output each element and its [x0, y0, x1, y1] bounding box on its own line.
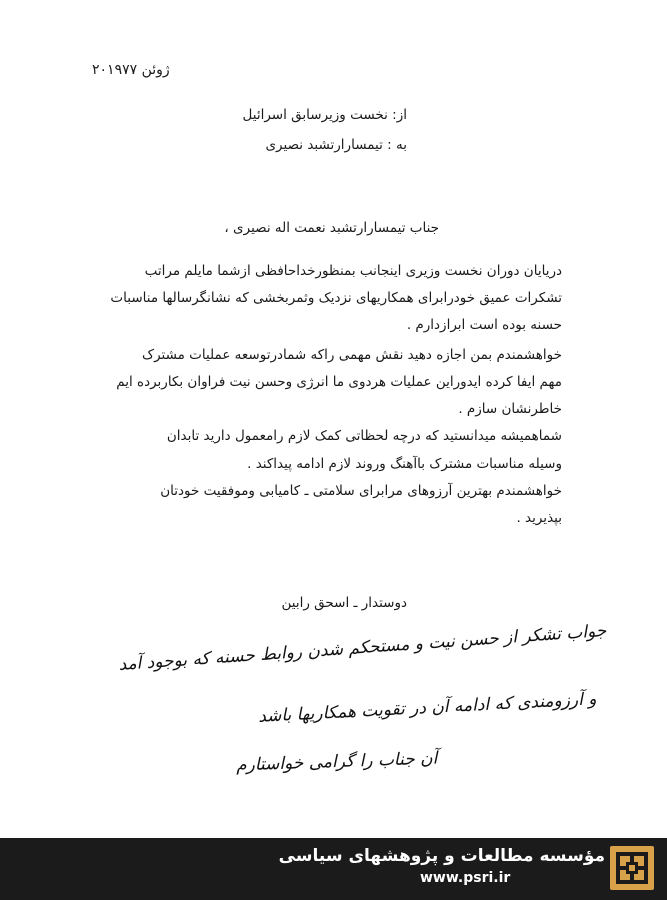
- body-line: خواهشمندم بمن اجازه دهید نقش مهمی راکه شمادرتوسعه عملیات مشترک: [141, 347, 562, 363]
- letter-to: به : تیمسارارتشبد نصیری: [265, 137, 407, 153]
- handwritten-note-line: آن جناب را گرامی خواستارم: [235, 748, 438, 776]
- letter-salutation: جناب تیمسارارتشبد نعمت اله نصیری ،: [224, 220, 439, 236]
- organization-url: www.psri.ir: [420, 870, 511, 886]
- handwritten-note-line: و آرزومندی که ادامه آن در تقویت همکاریها باشد: [258, 689, 598, 727]
- organization-name: مؤسسه مطالعات و پژوهشهای سیاسی: [278, 846, 605, 866]
- logo-pattern-icon: [616, 852, 648, 884]
- body-line: وسیله مناسبات مشترک باآهنگ وروند لازم ادامه پیداکند .: [247, 456, 562, 472]
- letter-from: از: نخست وزیرسابق اسرائیل: [242, 107, 407, 123]
- letter-date: ۲۰ژوئن ۱۹۷۷: [92, 62, 170, 78]
- organization-logo-icon: [610, 846, 654, 890]
- body-line: تشکرات عمیق خودرابرای همکاریهای نزدیک وثمربخشی که نشانگرسالها مناسبات: [110, 290, 562, 306]
- body-line: خاطرنشان سازم .: [458, 401, 562, 417]
- body-line: بپذیرید .: [516, 510, 562, 526]
- letter-signature: دوستدار ـ اسحق رابین: [281, 595, 407, 611]
- handwritten-note-line: جواب تشکر از حسن نیت و مستحکم شدن روابط حسنه که بوجود آمد: [118, 620, 608, 676]
- body-line: حسنه بوده است ابرازدارم .: [406, 317, 562, 333]
- body-line: شماهمیشه میدانستید که درچه لحظاتی کمک لازم رامعمول دارید تابدان: [166, 428, 562, 444]
- body-line: دریایان دوران نخست وزیری اینجانب بمنظورخداحافظی ازشما مایلم مراتب: [144, 263, 562, 279]
- body-line: خواهشمندم بهترین آرزوهای مرابرای سلامتی ـ کامیابی وموفقیت خودتان: [160, 483, 562, 499]
- body-line: مهم ایفا کرده ایدوراین عملیات هردوی ما انرژی وحسن نیت فراوان بکاربرده ایم: [116, 374, 562, 390]
